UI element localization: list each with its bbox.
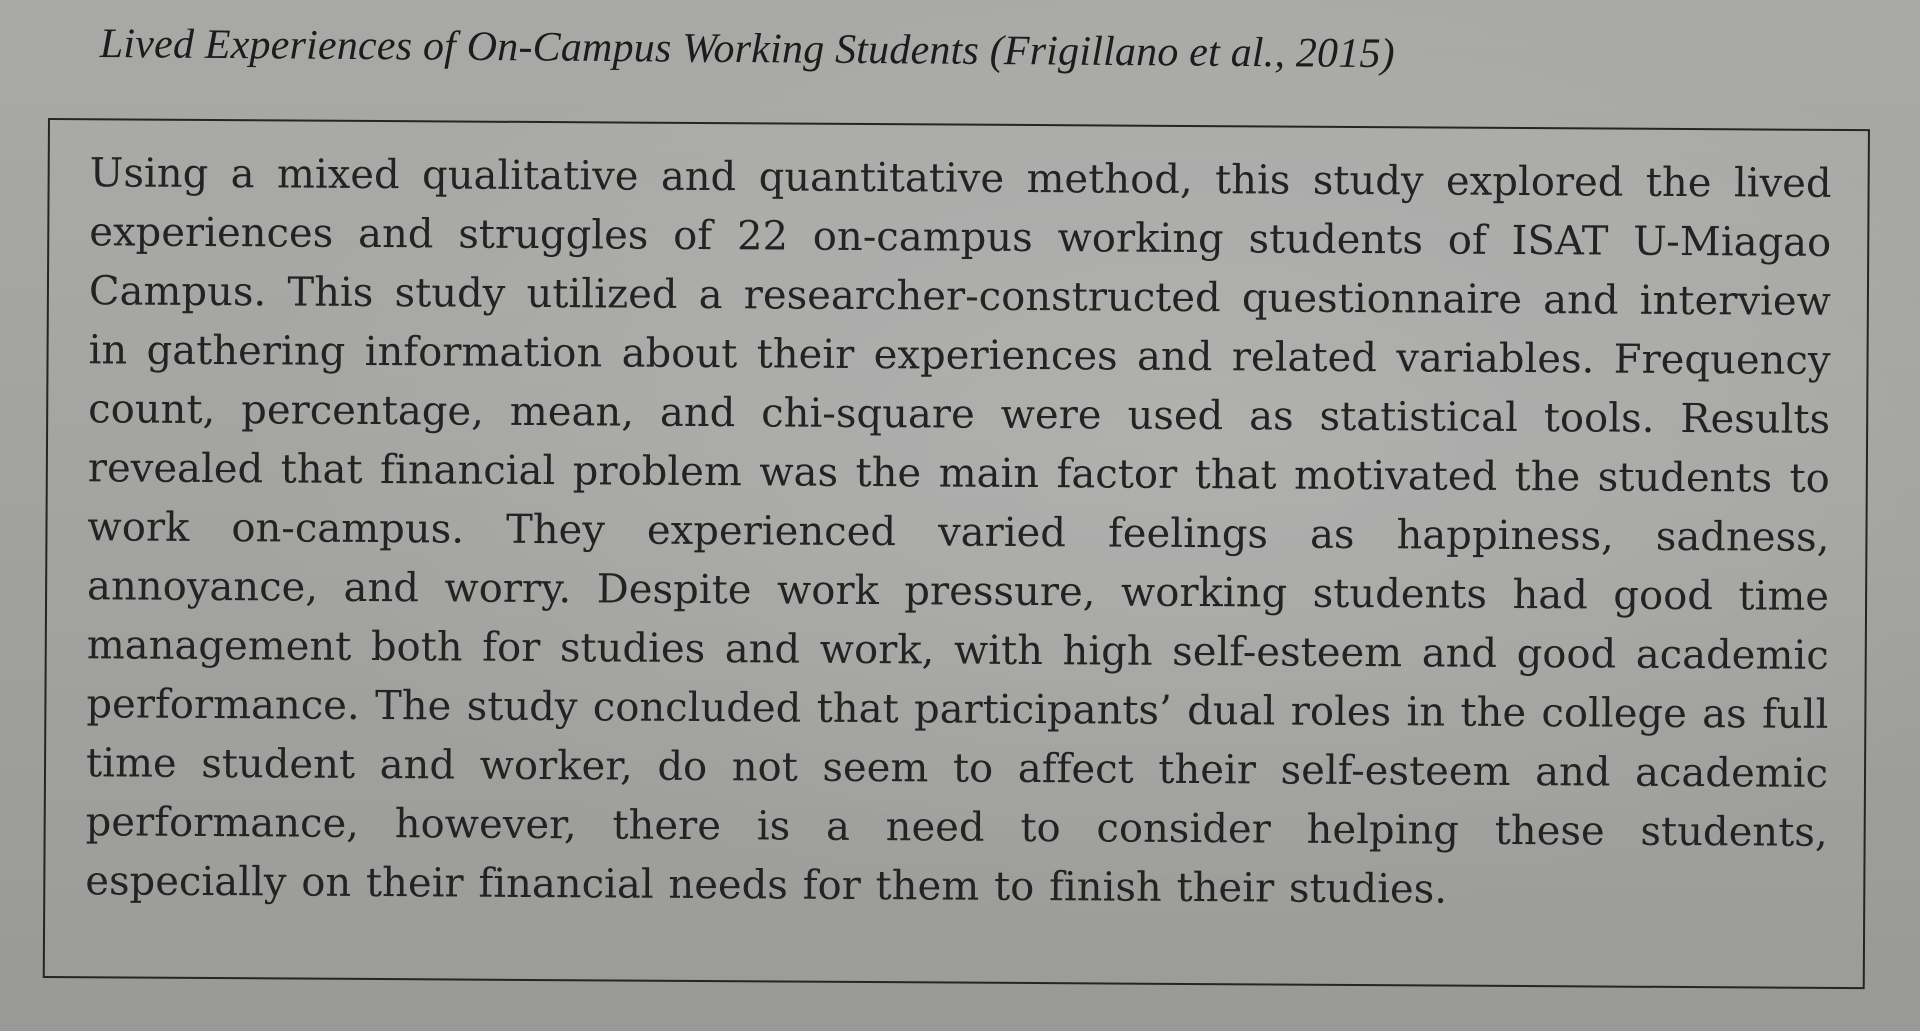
- document-title: Lived Experiences of On-Campus Working Students (Frigillano et al., 2015): [99, 20, 1395, 78]
- abstract-box: [43, 118, 1870, 989]
- abstract-text: Using a mixed qualitative and quantitative method, this study explored the lived experiences and struggles of 22 on-campus working students of ISAT U-Miagao Campus. This study utilized a researcher-constructed questionnaire and interview in gathering information about their experiences and related variables. Frequency count, percentage, mean, and chi-square were used as statistical tools. Results revealed that financial problem was the main factor that motivated the students to work on-campus. They experienced varied feelings as happiness, sadness, annoyance, and worry. Despite work pressure, working students had good time management both for studies and work, with high self-esteem and good academic performance. The study concluded that participants’ dual roles in the college as full time student and worker, do not seem to affect their self-esteem and academic performance, however, there is a need to consider helping these students, especially on their financial needs for them to finish their studies.: [85, 150, 1832, 913]
